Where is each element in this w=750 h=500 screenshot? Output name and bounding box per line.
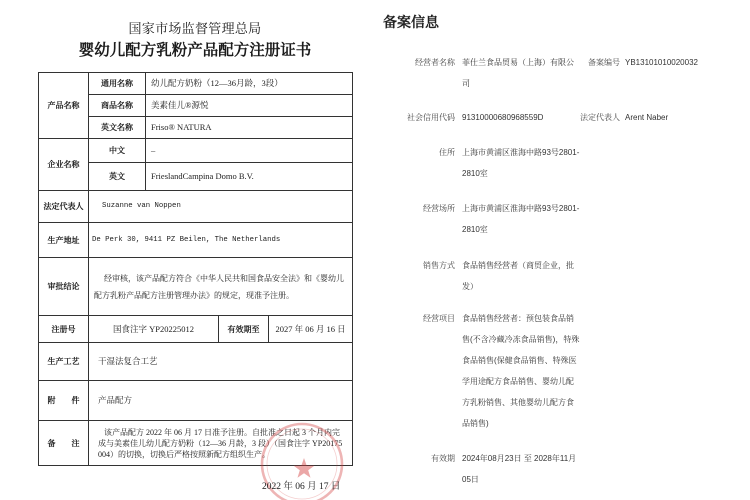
legal-rep-label: 法定代表人 (39, 191, 89, 223)
validity-value: 2024年08月23日 至 2028年11月05日 (462, 454, 577, 484)
table-row (39, 343, 353, 381)
business-scope-value: 食品销售经营者：预包装食品销售(不含冷藏冷冻食品销售)，特殊食品销售(保健食品销售、特殊医学用途配方食品销售、婴幼儿配方乳粉销售、其他婴幼儿配方食品销售) (462, 314, 580, 428)
legal-rep-value: Suzanne van Noppen (89, 191, 353, 223)
sales-mode-label: 销售方式 (423, 261, 455, 270)
expiry-value: 2027 年 06 月 16 日 (269, 316, 353, 343)
domicile-value: 上海市黄浦区淮海中路93号2801-2810室 (462, 148, 580, 178)
company-cn-label: 中文 (89, 139, 146, 163)
production-address-label: 生产地址 (39, 223, 89, 258)
table-row (39, 316, 353, 343)
legal-representative-label: 法定代表人 (580, 113, 620, 122)
filing-no-label: 备案编号 (588, 58, 620, 67)
company-en-value: FrieslandCampina Domo B.V. (146, 163, 353, 191)
business-scope-label: 经营项目 (423, 314, 455, 323)
generic-name-value: 幼儿配方奶粉（12—36月龄，3段） (146, 73, 353, 95)
table-row (39, 191, 353, 223)
table-row (39, 258, 353, 316)
filing-no-value: YB13101010020032 (625, 58, 698, 67)
table-row (39, 223, 353, 258)
credit-code-value: 91310000680968559D (462, 113, 544, 122)
registration-no-value: 国食注字 YP20225012 (89, 316, 219, 343)
approval-conclusion-value: 经审核，该产品配方符合《中华人民共和国食品安全法》和《婴幼儿配方乳粉产品配方注册管理办法》的规定，现准予注册。 (89, 258, 353, 316)
premises-value: 上海市黄浦区淮海中路93号2801-2810室 (462, 204, 580, 234)
domicile-label: 住所 (439, 148, 455, 157)
remarks-value: 该产品配方 2022 年 06 月 17 日准予注册。自批准之日起 3 个月内完成与美素佳儿幼儿配方奶粉（12—36 月龄，3 段）（国食注字 YP20175004）的切换，切换后严格按照新配方组织生产。 (89, 421, 353, 466)
certificate-title: 婴幼儿配方乳粉产品配方注册证书 (78, 42, 312, 59)
english-name-label: 英文名称 (89, 117, 146, 139)
table-row (39, 421, 353, 466)
legal-representative-value: Arent Naber (625, 113, 669, 122)
certificate-date: 2022 年 06 月 17 日 (262, 482, 341, 492)
production-address-value: De Perk 30, 9411 PZ Beilen, The Netherlands (89, 223, 353, 258)
filing-title: 备案信息 (383, 14, 439, 30)
production-process-label: 生产工艺 (39, 343, 89, 381)
approval-conclusion-label: 审批结论 (39, 258, 89, 316)
company-cn-value: – (146, 139, 353, 163)
certificate-agency: 国家市场监督管理总局 (128, 21, 262, 36)
table-row (39, 139, 353, 163)
table-row (39, 381, 353, 421)
brand-name-label: 商品名称 (89, 95, 146, 117)
english-name-value: Friso® NATURA (146, 117, 353, 139)
sales-mode-value: 食品销售经营者（商贸企业，批发） (462, 261, 574, 291)
company-en-label: 英文 (89, 163, 146, 191)
validity-label: 有效期 (431, 454, 455, 463)
expiry-label: 有效期至 (219, 316, 269, 343)
product-name-label: 产品名称 (39, 73, 89, 139)
company-name-label: 企业名称 (39, 139, 89, 191)
production-process-value: 干湿法复合工艺 (89, 343, 353, 381)
premises-label: 经营场所 (423, 204, 455, 213)
registration-no-label: 注册号 (39, 316, 89, 343)
table-row (39, 73, 353, 95)
generic-name-label: 通用名称 (89, 73, 146, 95)
attachment-value: 产品配方 (89, 381, 353, 421)
attachment-label: 附 件 (39, 381, 89, 421)
operator-name-value: 菲仕兰食品贸易（上海）有限公司 (462, 58, 574, 88)
brand-name-value: 美素佳儿®源悦 (146, 95, 353, 117)
remarks-label: 备 注 (39, 421, 89, 466)
certificate-table (38, 72, 353, 466)
certificate-scan (0, 0, 372, 500)
operator-name-label: 经营者名称 (415, 58, 455, 67)
credit-code-label: 社会信用代码 (407, 113, 455, 122)
